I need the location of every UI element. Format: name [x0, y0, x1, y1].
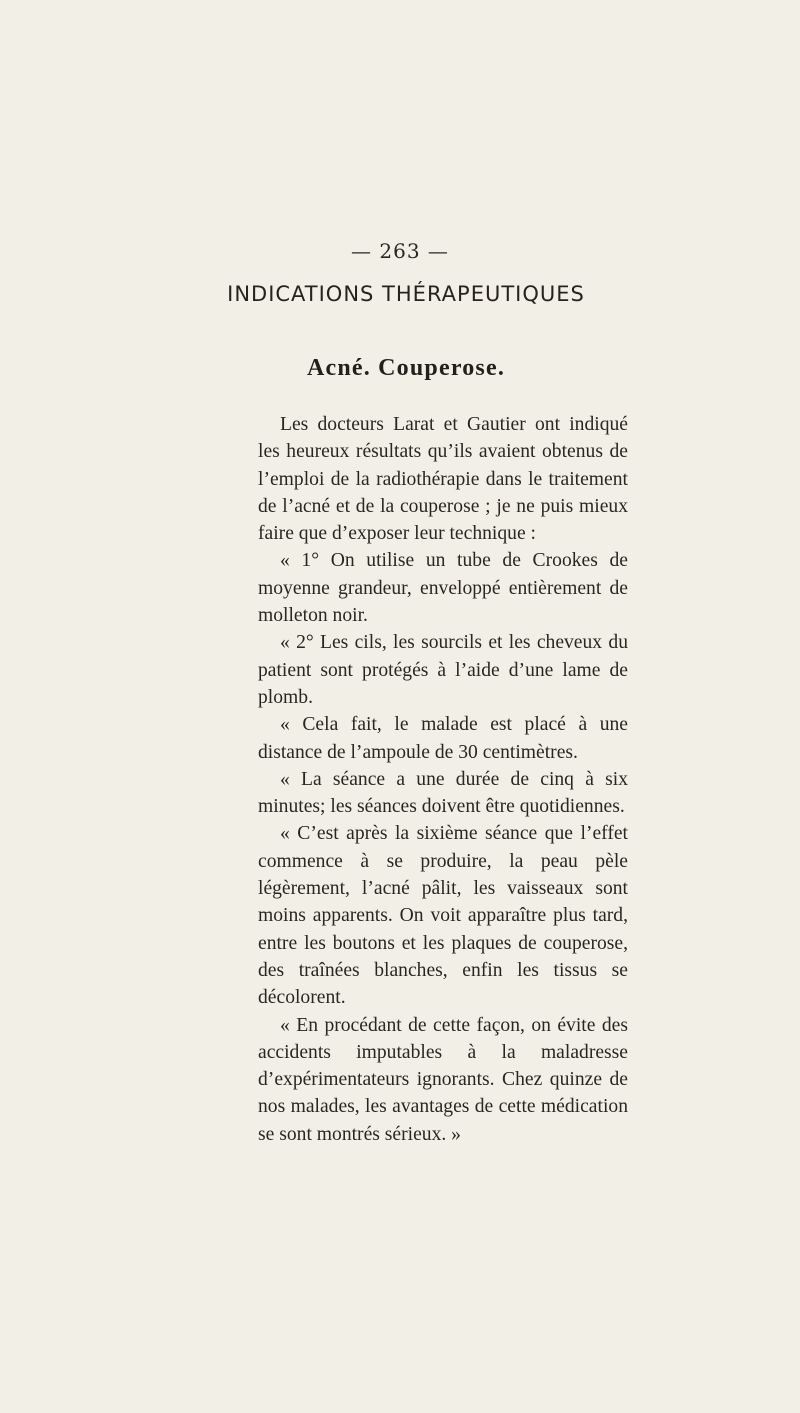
section-heading: INDICATIONS THÉRAPEUTIQUES: [227, 282, 585, 306]
page-number: — 263 —: [351, 239, 449, 263]
body-text: [258, 411, 628, 1148]
paragraph-conclusion: « En procédant de cette façon, on évite des accidents imputables à la maladresse d’expérimentateurs ignorants. Chez quinze de nos malades, les avantages de cette médication se sont montrés sérieux. »: [258, 1014, 628, 1145]
subheading: Acné. Couperose.: [306, 355, 506, 381]
paragraph-placement: « Cela fait, le malade est placé à une distance de l’ampoule de 30 centimètres.: [258, 714, 628, 763]
paragraph-step-1: « 1° On utilise un tube de Crookes de moyenne grandeur, enveloppé entièrement de molleton noir.: [258, 550, 628, 627]
paragraph-effect: « C’est après la sixième séance que l’effet commence à se produire, la peau pèle légèrement, l’acné pâlit, les vaisseaux sont moins apparents. On voit apparaître plus tard, entre les boutons et les plaques de couperose, des traînées blanches, enfin les tissus se décolorent.: [258, 823, 628, 1009]
paragraph-intro: Les docteurs Larat et Gautier ont indiqué les heureux résultats qu’ils avaient obtenus de l’emploi de la radiothérapie dans le traitement de l’acné et de la couperose ; je ne puis mieux faire que d’exposer leur technique :: [258, 414, 628, 545]
paragraph-duration: « La séance a une durée de cinq à six minutes; les séances doivent être quotidiennes.: [258, 768, 628, 818]
paragraph-step-2: « 2° Les cils, les sourcils et les cheveux du patient sont protégés à l’aide d’une lame de plomb.: [258, 632, 628, 708]
